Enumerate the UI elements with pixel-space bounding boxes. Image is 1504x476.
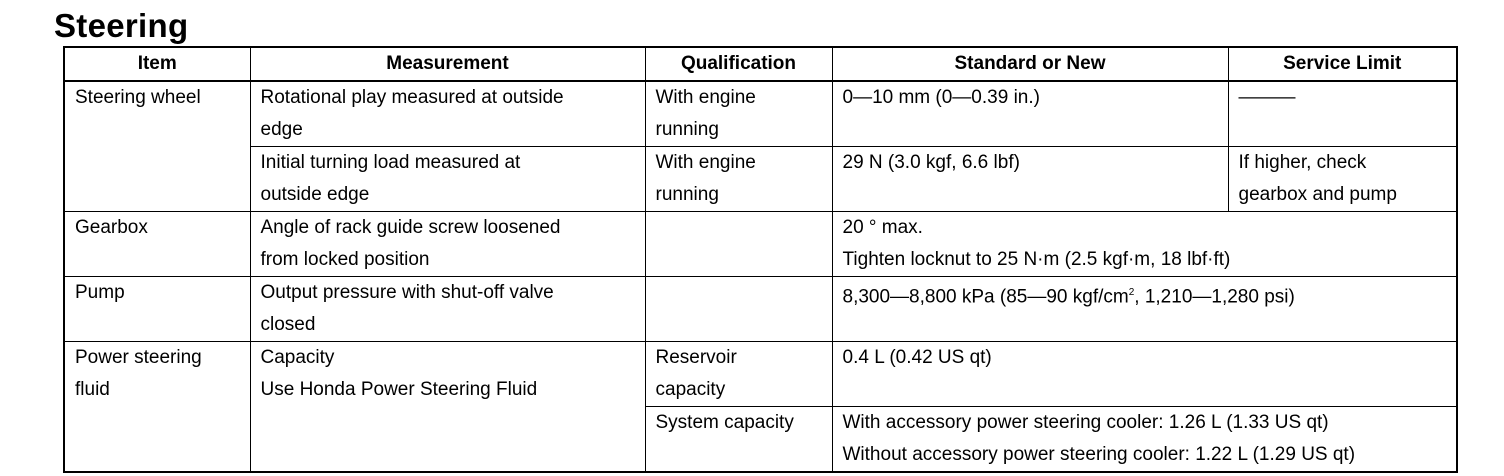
standard-cell <box>832 147 1228 212</box>
standard-text: Without accessory power steering cooler: 1.22 L (1.29 US qt) <box>842 444 1356 465</box>
measurement-cell <box>250 277 645 342</box>
item-power-steering-fluid: Power steering <box>75 347 202 368</box>
measurement-cell <box>250 212 645 277</box>
qualification-text: running <box>655 184 719 205</box>
table-row <box>64 81 1457 147</box>
item-cell <box>64 277 250 342</box>
qualification-text: Reservoir <box>655 347 737 368</box>
table-row <box>64 277 1457 342</box>
table-row <box>64 212 1457 277</box>
standard-text: 0—10 mm (0—0.39 in.) <box>842 87 1040 108</box>
standard-text: With accessory power steering cooler: 1.26 L (1.33 US qt) <box>842 412 1329 433</box>
standard-text: 20 ° max. <box>842 217 923 238</box>
item-gearbox: Gearbox <box>75 217 148 238</box>
item-cell <box>64 81 250 212</box>
steering-spec-table <box>63 46 1458 473</box>
qualification-cell <box>645 147 832 212</box>
measurement-text: edge <box>260 119 303 140</box>
standard-cell <box>832 277 1457 342</box>
measurement-text: Initial turning load measured at <box>260 152 521 173</box>
measurement-text: Capacity <box>260 347 335 368</box>
service-limit-cell <box>1228 81 1457 147</box>
measurement-text: Angle of rack guide screw loosened <box>260 217 561 238</box>
standard-cell <box>832 407 1457 473</box>
superscript-2: 2 <box>1128 287 1135 298</box>
pressure-psi: , 1,210—1,280 psi) <box>1134 286 1295 308</box>
measurement-text: closed <box>260 314 316 335</box>
service-limit-text: gearbox and pump <box>1238 184 1397 205</box>
item-pump: Pump <box>75 282 125 303</box>
item-steering-wheel: Steering wheel <box>75 87 201 108</box>
measurement-text: Rotational play measured at outside <box>260 87 564 108</box>
table-header-row <box>64 47 1457 81</box>
header-qualification: Qualification <box>645 47 832 81</box>
measurement-cell <box>250 147 645 212</box>
qualification-text: running <box>655 119 719 140</box>
service-limit-cell <box>1228 147 1457 212</box>
header-item: Item <box>64 47 250 81</box>
standard-cell <box>832 212 1457 277</box>
table-row <box>64 342 1457 407</box>
qualification-cell <box>645 81 832 147</box>
service-limit-text: ——— <box>1238 87 1296 108</box>
qualification-text: capacity <box>655 379 726 400</box>
header-measurement: Measurement <box>250 47 645 81</box>
standard-cell <box>832 342 1457 407</box>
item-power-steering-fluid: fluid <box>75 379 110 400</box>
measurement-text: outside edge <box>260 184 370 205</box>
standard-text: 29 N (3.0 kgf, 6.6 lbf) <box>842 152 1020 173</box>
measurement-cell <box>250 342 645 473</box>
qualification-cell <box>645 277 832 342</box>
standard-text: Tighten locknut to 25 N·m (2.5 kgf·m, 18 lbf·ft) <box>842 249 1231 270</box>
header-standard: Standard or New <box>832 47 1228 81</box>
pressure-range: 8,300—8,800 kPa (85—90 kgf/cm <box>842 286 1129 308</box>
item-cell <box>64 342 250 473</box>
table-row <box>64 147 1457 212</box>
measurement-text: from locked position <box>260 249 430 270</box>
qualification-cell <box>645 342 832 407</box>
qualification-cell <box>645 212 832 277</box>
page-title: Steering <box>54 7 189 44</box>
measurement-text: Output pressure with shut-off valve <box>260 282 554 303</box>
qualification-text: With engine <box>655 87 756 108</box>
qualification-cell <box>645 407 832 473</box>
standard-cell <box>832 81 1228 147</box>
header-service-limit: Service Limit <box>1228 47 1457 81</box>
qualification-text: With engine <box>655 152 756 173</box>
qualification-text: System capacity <box>655 412 794 433</box>
standard-text: 0.4 L (0.42 US qt) <box>842 347 992 368</box>
measurement-cell <box>250 81 645 147</box>
measurement-text: Use Honda Power Steering Fluid <box>260 379 538 400</box>
standard-text <box>843 277 1457 313</box>
item-cell <box>64 212 250 277</box>
service-limit-text: If higher, check <box>1238 152 1367 173</box>
